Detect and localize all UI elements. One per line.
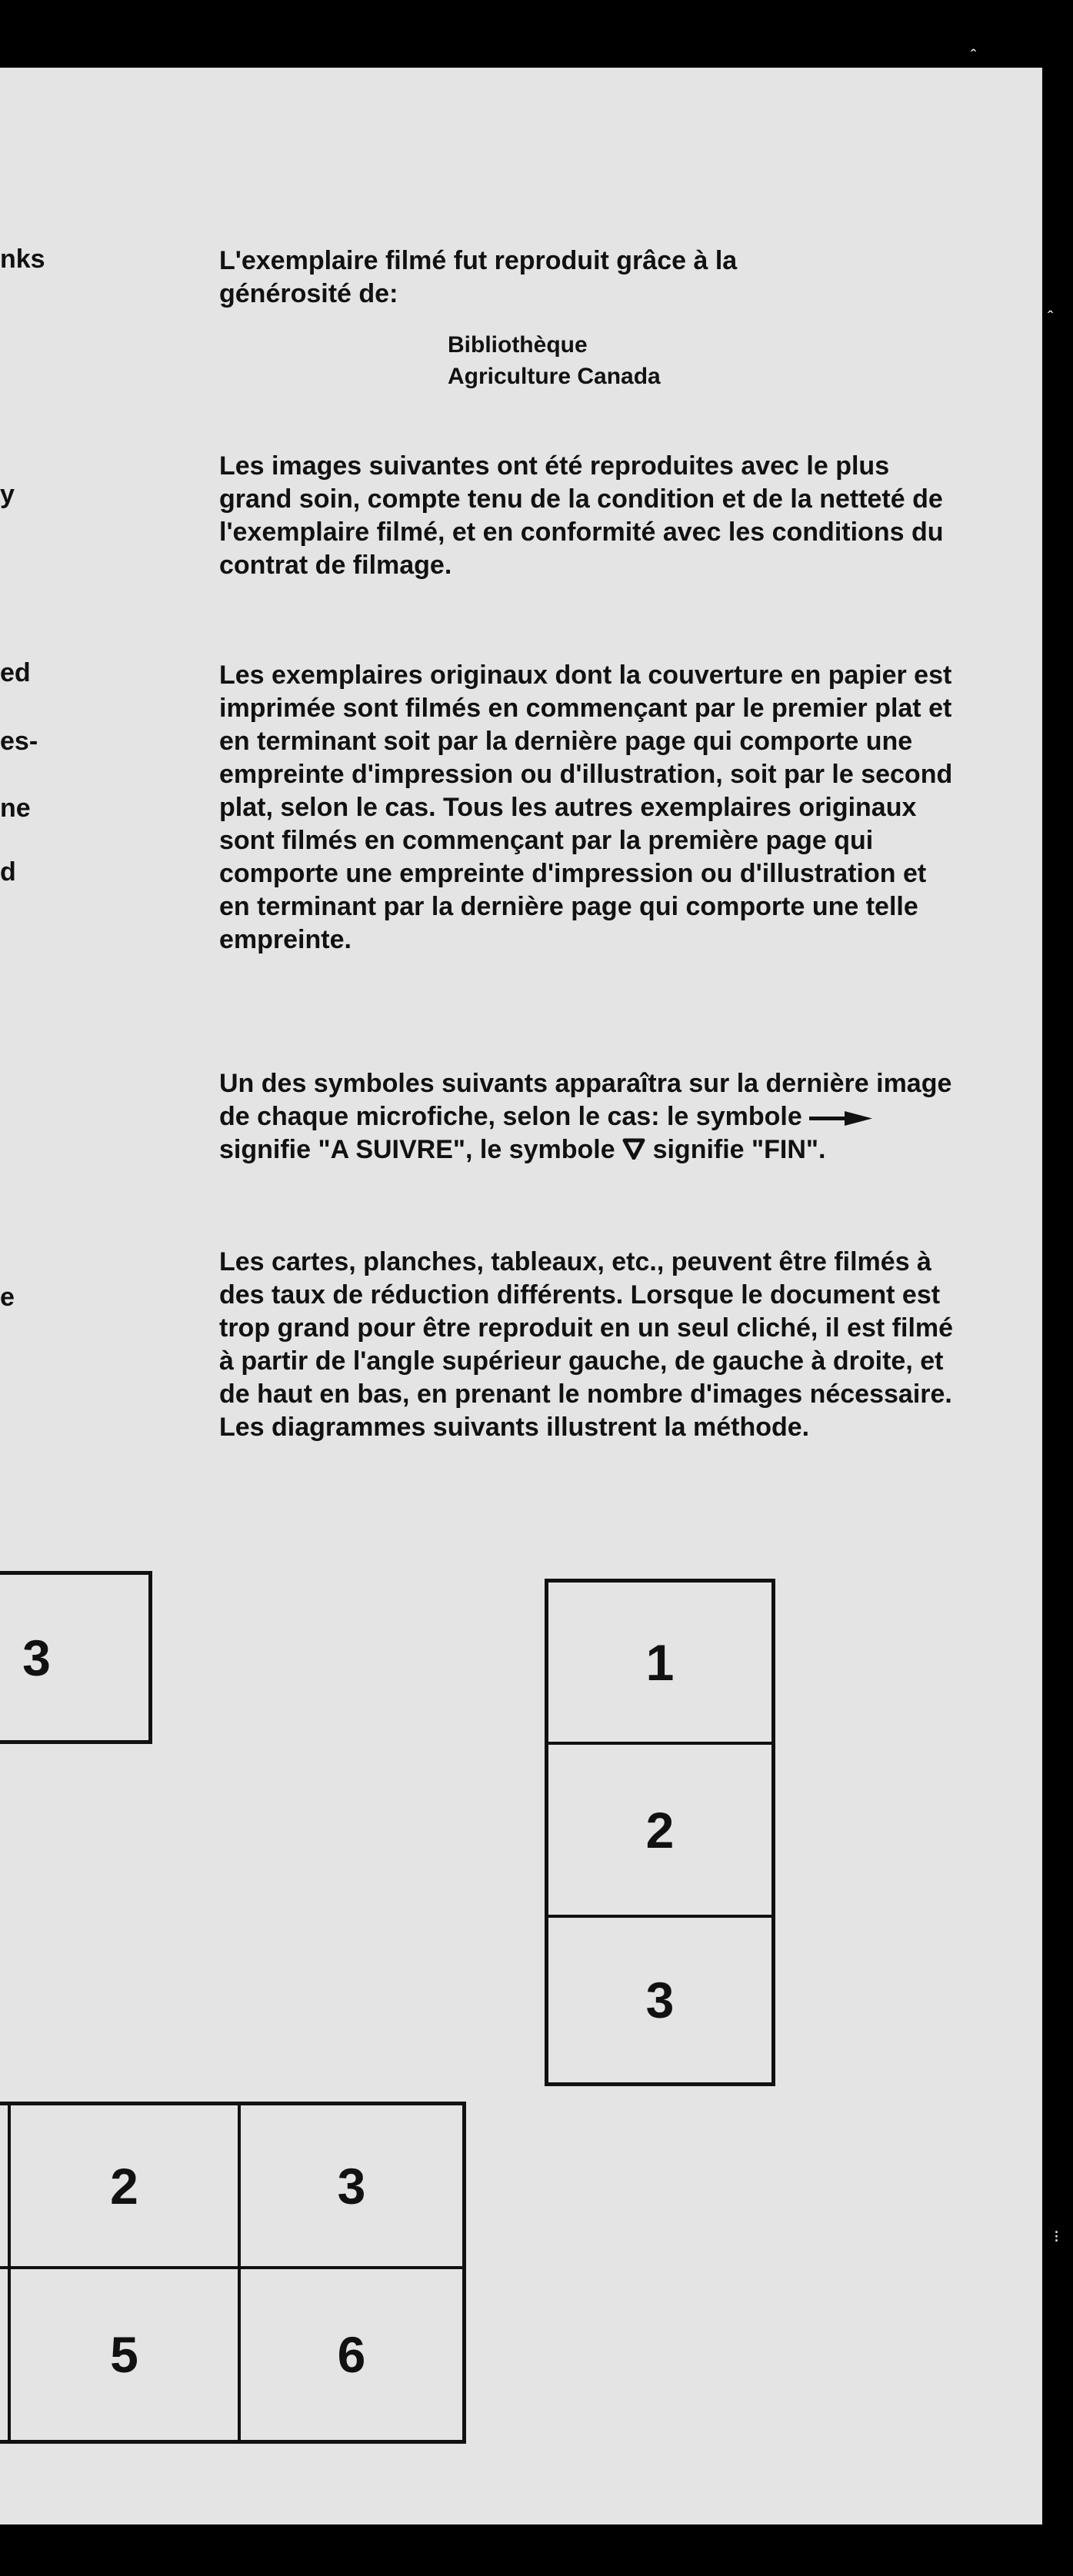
left-fragment: nks [0,245,45,274]
symbols-text-b: signifie "A SUIVRE", le symbole [219,1135,615,1164]
stack-cell-3: 3 [645,1972,675,2029]
stack-cell-1: 1 [645,1633,675,1691]
diagram-partial-box-label: 3 [22,1629,51,1686]
grid-cell-2: 2 [110,2157,138,2215]
left-fragment: y [0,480,15,509]
left-fragment: es- [0,727,38,756]
library-line-1: Bibliothèque [448,332,588,358]
library-name [448,329,661,392]
left-fragment: d [0,857,16,887]
left-fragment: ne [0,794,31,823]
film-speck: ˆ [971,46,977,65]
grid-cell-3: 3 [337,2157,366,2215]
grid-cell-6: 6 [337,2326,366,2383]
intro-text: L'exemplaire filmé fut reproduit grâce à la générosité de: [219,246,738,308]
stack-cell-2: 2 [645,1801,675,1859]
symbols-text-c: signifie "FIN". [652,1135,826,1164]
symbols-text-a: Un des symboles suivants apparaîtra sur la dernière image de chaque microfiche, selon le cas: le symbole [219,1069,952,1131]
paragraph-reproduction: Les images suivantes ont été reproduites avec le plus grand soin, compte tenu de la condition et de la netteté de l'exemplaire filmé, et en conformité avec les conditions du contrat de filmage. [219,451,944,580]
paragraph-symbols [219,1067,958,1167]
library-line-2: Agriculture Canada [448,364,661,389]
grid-cell-5: 5 [110,2326,138,2383]
left-fragment: e [0,1283,15,1312]
left-fragment: ed [0,658,31,687]
film-speck: ˆ [1048,308,1054,327]
arrow-right-icon [809,1110,872,1126]
paragraph-originals: Les exemplaires originaux dont la couverture en papier est imprimée sont filmés en commençant par le premier plat et en terminant soit par la dernière page qui comporte une empreinte d'impression ou d'illustration, soit par le second plat, selon le cas. Tous les autres exemplaires originaux sont filmés en commençant par la première page qui comporte une empreinte d'impression ou d'illustration et en terminant par la dernière page qui comporte une telle empreinte. [219,661,953,954]
paragraph-maps: Les cartes, planches, tableaux, etc., peuvent être filmés à des taux de réduction différents. Lorsque le document est trop grand pour être reproduit en un seul cliché, il est filmé à partir de l'angle supérieur gauche, de gauche à droite, et de haut en bas, en prenant le nombre d'images nécessaire. Les diagrammes suivants illustrent la méthode. [219,1247,954,1442]
film-speck: ⁝ [1054,2227,1059,2246]
triangle-down-icon [622,1138,645,1160]
